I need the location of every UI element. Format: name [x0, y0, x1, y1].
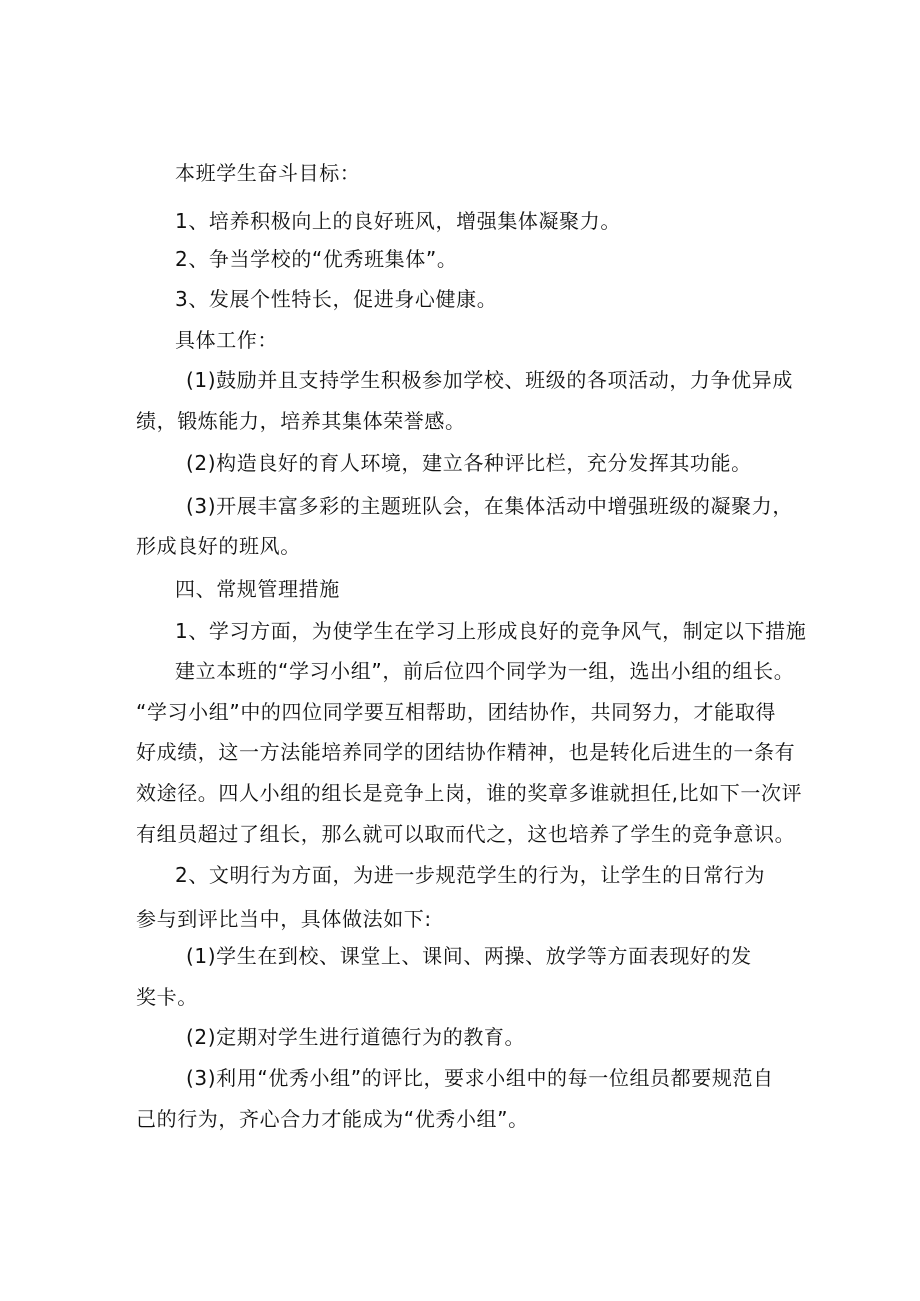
work-item-2: (2)构造良好的育人环境，建立各种评比栏，充分发挥其功能。 [186, 451, 752, 475]
behavior-title: 2、文明行为方面，为进一步规范学生的行为，让学生的日常行为 [175, 863, 766, 887]
study-line: 有组员超过了组长，那么就可以取而代之，这也培养了学生的竞争意识。 [136, 822, 796, 846]
study-line: 好成绩，这一方法能培养同学的团结协作精神，也是转化后进生的一条有 [136, 740, 796, 764]
study-line: 建立本班的“学习小组”，前后位四个同学为一组，选出小组的组长。 [175, 659, 795, 683]
goal-item-3: 3、发展个性特长，促进身心健康。 [175, 287, 498, 311]
behavior-item-3-line-2: 己的行为，齐心合力才能成为“优秀小组”。 [136, 1107, 529, 1131]
goal-item-1: 1、培养积极向上的良好班风，增强集体凝聚力。 [175, 209, 621, 233]
work-item-1-line-2: 绩，锻炼能力，培养其集体荣誉感。 [136, 409, 466, 433]
work-item-3-line-1: (3)开展丰富多彩的主题班队会，在集体活动中增强班级的凝聚力， [186, 494, 793, 518]
behavior-item-1-line-2: 奖卡。 [136, 985, 198, 1009]
behavior-title-continued: 参与到评比当中，具体做法如下: [136, 907, 432, 931]
work-item-3-line-2: 形成良好的班风。 [136, 534, 301, 558]
behavior-item-3-line-1: (3)利用“优秀小组”的评比，要求小组中的每一位组员都要规范自 [186, 1066, 774, 1090]
behavior-item-1-line-1: (1)学生在到校、课堂上、课间、两操、放学等方面表现好的发 [186, 944, 752, 968]
study-line: “学习小组”中的四位同学要互相帮助，团结协作，共同努力，才能取得 [136, 700, 776, 724]
work-heading: 具体工作： [175, 328, 278, 352]
goals-heading: 本班学生奋斗目标： [175, 161, 361, 185]
goal-item-2: 2、争当学校的“优秀班集体”。 [175, 247, 458, 271]
work-item-1-line-1: (1)鼓励并且支持学生积极参加学校、班级的各项活动，力争优异成 [186, 368, 793, 392]
section-heading-routine: 四、常规管理措施 [175, 577, 340, 601]
behavior-item-2: (2)定期对学生进行道德行为的教育。 [186, 1025, 526, 1049]
study-line: 效途径。四人小组的组长是竞争上岗，谁的奖章多谁就担任,比如下一次评 [136, 781, 803, 805]
study-title: 1、学习方面，为使学生在学习上形成良好的竞争风气，制定以下措施 [175, 619, 807, 643]
